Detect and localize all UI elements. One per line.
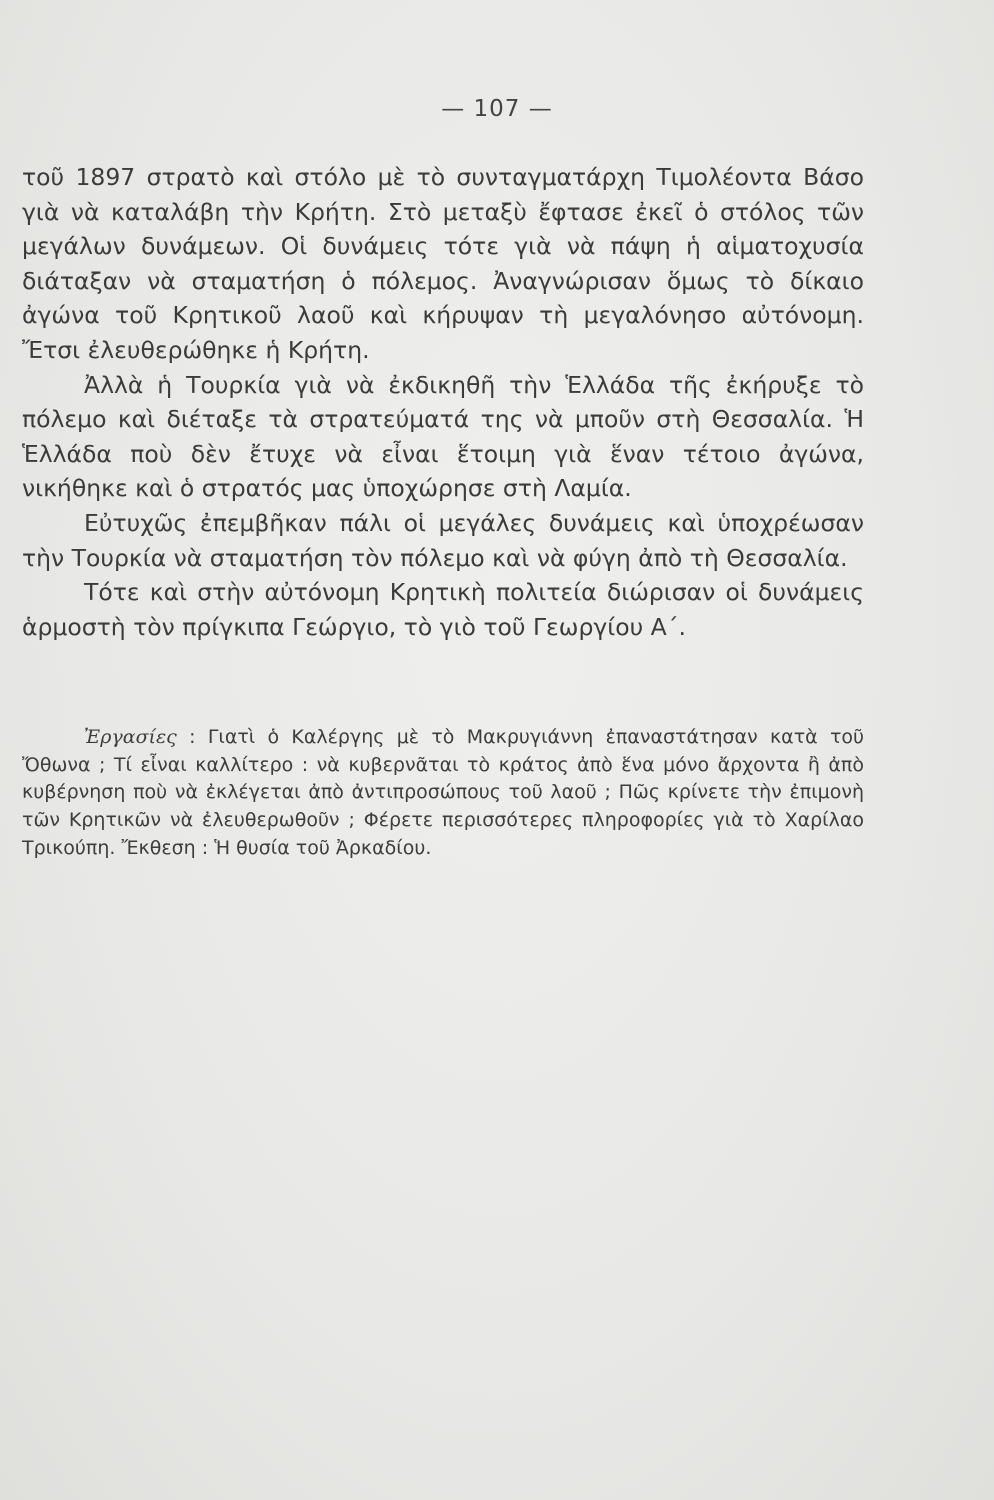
exercises-text: : Γιατὶ ὁ Καλέργης μὲ τὸ Μακρυγιάννη ἐπαναστάτησαν κατὰ τοῦ Ὄθωνα ; Τί εἶναι καλλίτερο : νὰ κυβερνᾶται τὸ κράτος ἀπὸ ἕνα μόνο ἄρχοντα ἢ ἀπὸ κυβέρνηση ποὺ νὰ ἐκλέγεται ἀπὸ ἀντιπροσώπους τοῦ λαοῦ ; Πῶς κρίνετε τὴν ἐπιμονὴ τῶν Κρητικῶν νὰ ἐλευθερωθοῦν ; Φέρετε περισσότερες πληροφορίες γιὰ τὸ Χαρίλαο Τρικούπη. Ἔκθεση : Ἡ θυσία τοῦ Ἀρκαδίου. <box>22 726 864 859</box>
paragraph-4: Τότε καὶ στὴν αὐτόνομη Κρητικὴ πολιτεία διώρισαν οἱ δυνάμεις ἁρμοστὴ τὸν πρίγκιπα Γεώργιο, τὸ γιὸ τοῦ Γεωργίου Α΄. <box>22 578 864 641</box>
main-text <box>22 160 864 644</box>
paragraph-2: Ἀλλὰ ἡ Τουρκία γιὰ νὰ ἐκδικηθῆ τὴν Ἑλλάδα τῆς ἐκήρυξε τὸ πόλεμο καὶ διέταξε τὰ στρατεύματά της νὰ μποῦν στὴ Θεσσαλία. Ἡ Ἑλλάδα ποὺ δὲν ἔτυχε νὰ εἶναι ἕτοιμη γιὰ ἕναν τέτοιο ἀγώνα, νικήθηκε καὶ ὁ στρατός μας ὑποχώρησε στὴ Λαμία. <box>22 370 864 503</box>
paragraph-1: τοῦ 1897 στρατὸ καὶ στόλο μὲ τὸ συνταγματάρχη Τιμολέοντα Βάσο γιὰ νὰ καταλάβη τὴν Κρήτη. Στὸ μεταξὺ ἔφτασε ἐκεῖ ὁ στόλος τῶν μεγάλων δυνάμεων. Οἱ δυνάμεις τότε γιὰ νὰ πάψη ἡ αἱματοχυσία διάταξαν νὰ σταματήση ὁ πόλεμος. Ἀναγνώρισαν ὅμως τὸ δίκαιο ἀγώνα τοῦ Κρητικοῦ λαοῦ καὶ κήρυψαν τὴ μεγαλόνησο αὐτόνομη. Ἔτσι ἐλευθερώθηκε ἡ Κρήτη. <box>22 163 864 364</box>
exercises-section <box>22 724 864 863</box>
exercises-label: Ἐργασίες <box>84 726 177 748</box>
exercises-paragraph <box>22 724 864 863</box>
paragraph-3: Εὐτυχῶς ἐπεμβῆκαν πάλι οἱ μεγάλες δυνάμεις καὶ ὑποχρέωσαν τὴν Τουρκία νὰ σταματήση τὸν πόλεμο καὶ νὰ φύγη ἀπὸ τὴ Θεσσαλία. <box>22 508 864 572</box>
page-number: — 107 — <box>441 96 553 122</box>
